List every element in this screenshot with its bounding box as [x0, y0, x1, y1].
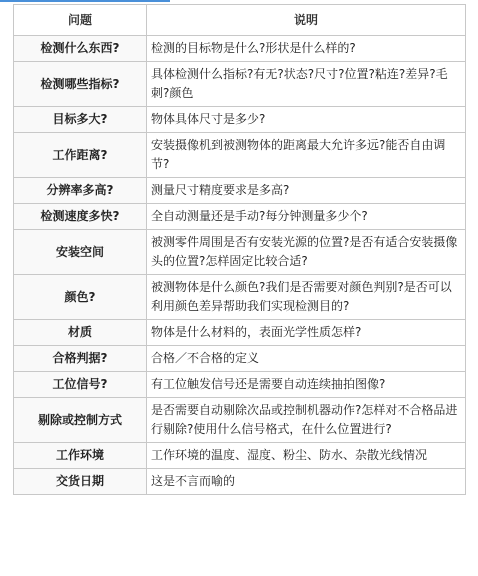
description-cell: 合格／不合格的定义	[147, 346, 466, 372]
question-cell: 检测速度多快?	[14, 204, 147, 230]
question-cell: 分辨率多高?	[14, 178, 147, 204]
header-description: 说明	[147, 5, 466, 36]
question-cell: 剔除或控制方式	[14, 398, 147, 443]
question-cell: 目标多大?	[14, 107, 147, 133]
description-cell: 工作环境的温度、湿度、粉尘、防水、杂散光线情况	[147, 443, 466, 469]
table-row	[14, 372, 466, 398]
table-row	[14, 62, 466, 107]
question-cell: 检测哪些指标?	[14, 62, 147, 107]
description-cell: 被测物体是什么颜色?我们是否需要对颜色判别?是否可以利用颜色差异帮助我们实现检测目的?	[147, 275, 466, 320]
description-cell: 被测零件周围是否有安装光源的位置?是否有适合安装摄像头的位置?怎样固定比较合适?	[147, 230, 466, 275]
requirements-table	[13, 4, 466, 495]
question-cell: 材质	[14, 320, 147, 346]
table-row	[14, 398, 466, 443]
question-cell: 工作距离?	[14, 133, 147, 178]
table-row	[14, 230, 466, 275]
table-row	[14, 36, 466, 62]
description-cell: 全自动测量还是手动?每分钟测量多少个?	[147, 204, 466, 230]
table-row	[14, 178, 466, 204]
table-row	[14, 204, 466, 230]
question-cell: 安装空间	[14, 230, 147, 275]
top-accent-line	[0, 0, 170, 2]
description-cell: 是否需要自动剔除次品或控制机器动作?怎样对不合格品进行剔除?使用什么信号格式，在什么位置进行?	[147, 398, 466, 443]
table-header-row	[14, 5, 466, 36]
table-row	[14, 107, 466, 133]
table-row	[14, 275, 466, 320]
table-row	[14, 133, 466, 178]
question-cell: 检测什么东西?	[14, 36, 147, 62]
description-cell: 这是不言而喻的	[147, 469, 466, 495]
question-cell: 工作环境	[14, 443, 147, 469]
table-row	[14, 469, 466, 495]
question-cell: 合格判据?	[14, 346, 147, 372]
question-cell: 颜色?	[14, 275, 147, 320]
table-row	[14, 346, 466, 372]
description-cell: 安装摄像机到被测物体的距离最大允许多远?能否自由调节?	[147, 133, 466, 178]
header-question: 问题	[14, 5, 147, 36]
description-cell: 测量尺寸精度要求是多高?	[147, 178, 466, 204]
table-row	[14, 443, 466, 469]
description-cell: 物体是什么材料的，表面光学性质怎样?	[147, 320, 466, 346]
question-cell: 交货日期	[14, 469, 147, 495]
description-cell: 检测的目标物是什么?形状是什么样的?	[147, 36, 466, 62]
description-cell: 有工位触发信号还是需要自动连续抽拍图像?	[147, 372, 466, 398]
description-cell: 具体检测什么指标?有无?状态?尺寸?位置?粘连?差异?毛刺?颜色	[147, 62, 466, 107]
table-row	[14, 320, 466, 346]
description-cell: 物体具体尺寸是多少?	[147, 107, 466, 133]
question-cell: 工位信号?	[14, 372, 147, 398]
